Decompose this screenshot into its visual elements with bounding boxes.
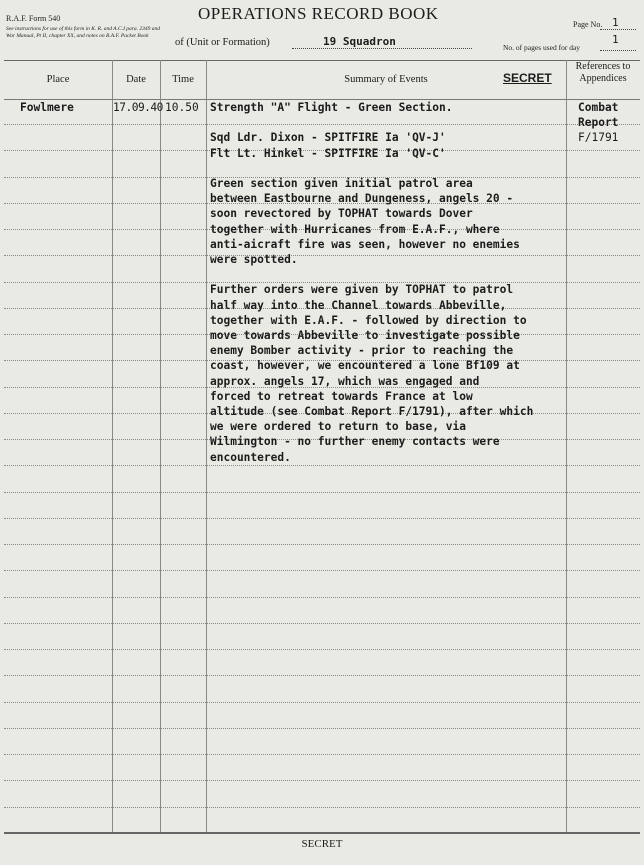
- column-header-time: Time: [172, 74, 194, 85]
- summary-line: Strength "A" Flight - Green Section.: [210, 101, 453, 114]
- page-number-underline: [600, 29, 636, 30]
- ruled-line: [4, 728, 640, 729]
- summary-line: move towards Abbeville to investigate possible: [210, 329, 520, 342]
- ruled-line: [4, 544, 640, 545]
- summary-line: anti-aicraft fire was seen, however no enemies: [210, 238, 520, 251]
- page-number-value: 1: [612, 16, 619, 29]
- ruled-line: [4, 754, 640, 755]
- summary-line: coast, however, we encountered a lone Bf109 at: [210, 359, 520, 372]
- ruled-line: [4, 492, 640, 493]
- ruled-line: [4, 597, 640, 598]
- form-instructions: See instructions for use of this form in K. R. and A.C.I para. 2349 and War Manual, Pt II, chapter XX, and notes on R.A.F. Packet Book: [6, 26, 161, 39]
- summary-line: Sqd Ldr. Dixon - SPITFIRE Ia 'QV-J': [210, 131, 446, 144]
- entry-ref-line1: Combat: [578, 101, 619, 114]
- ruled-line: [4, 702, 640, 703]
- page-number-label: Page No.: [573, 20, 603, 29]
- ruled-line: [4, 649, 640, 650]
- summary-line: altitude (see Combat Report F/1791), after which: [210, 405, 534, 418]
- ruled-line: [4, 623, 640, 624]
- form-number: R.A.F. Form 540: [6, 14, 61, 23]
- summary-line: soon revectored by TOPHAT towards Dover: [210, 207, 473, 220]
- ruled-line: [4, 780, 640, 781]
- page-title: OPERATIONS RECORD BOOK: [198, 4, 439, 23]
- ruled-line: [4, 675, 640, 676]
- entry-ref-line2: Report: [578, 116, 619, 129]
- ruled-line: [4, 807, 640, 808]
- entry-ref-line3: F/1791: [578, 131, 619, 144]
- entry-time: 10.50: [165, 101, 199, 114]
- pages-used-underline: [600, 50, 636, 51]
- column-header-date: Date: [126, 74, 146, 85]
- ruled-line: [4, 518, 640, 519]
- ruled-line: [4, 255, 640, 256]
- column-divider-time: [206, 60, 207, 832]
- ruled-line: [4, 570, 640, 571]
- summary-line: Further orders were given by TOPHAT to patrol: [210, 283, 514, 296]
- unit-label: of (Unit or Formation): [175, 37, 270, 48]
- summary-line: were spotted.: [210, 253, 298, 266]
- summary-line: we were ordered to return to base, via: [210, 420, 466, 433]
- pages-used-label: No. of pages used for day: [503, 43, 581, 52]
- unit-underline: [292, 48, 472, 49]
- summary-line: half way into the Channel towards Abbeville,: [210, 299, 507, 312]
- column-divider-place: [112, 60, 113, 832]
- summary-line: Green section given initial patrol area: [210, 177, 473, 190]
- entry-place: Fowlmere: [20, 101, 74, 114]
- summary-line: Flt Lt. Hinkel - SPITFIRE Ia 'QV-C': [210, 147, 446, 160]
- column-header-summary: Summary of Events: [344, 74, 428, 85]
- pages-used-value: 1: [612, 33, 619, 46]
- unit-value: 19 Squadron: [323, 35, 396, 48]
- summary-line: encountered.: [210, 451, 291, 464]
- summary-line: together with Hurricanes from E.A.F., where: [210, 223, 500, 236]
- summary-line: approx. angels 17, which was engaged and: [210, 375, 480, 388]
- summary-line: between Eastbourne and Dungeness, angels 20 -: [210, 192, 514, 205]
- table-header-rule: [4, 99, 640, 100]
- summary-line: together with E.A.F. - followed by direction to: [210, 314, 527, 327]
- secret-stamp: SECRET: [503, 71, 552, 85]
- table-bottom-rule: [4, 832, 640, 834]
- column-header-place: Place: [46, 74, 70, 85]
- column-divider-date: [160, 60, 161, 832]
- ruled-line: [4, 124, 640, 125]
- column-divider-summary: [566, 60, 567, 832]
- summary-line: enemy Bomber activity - prior to reaching the: [210, 344, 514, 357]
- footer-secret: SECRET: [301, 838, 343, 850]
- summary-line: forced to retreat towards France at low: [210, 390, 473, 403]
- entry-date: 17.09.40: [113, 101, 163, 114]
- ruled-line: [4, 465, 640, 466]
- column-header-references: References to Appendices: [575, 61, 631, 84]
- summary-line: Wilmington - no further enemy contacts were: [210, 435, 500, 448]
